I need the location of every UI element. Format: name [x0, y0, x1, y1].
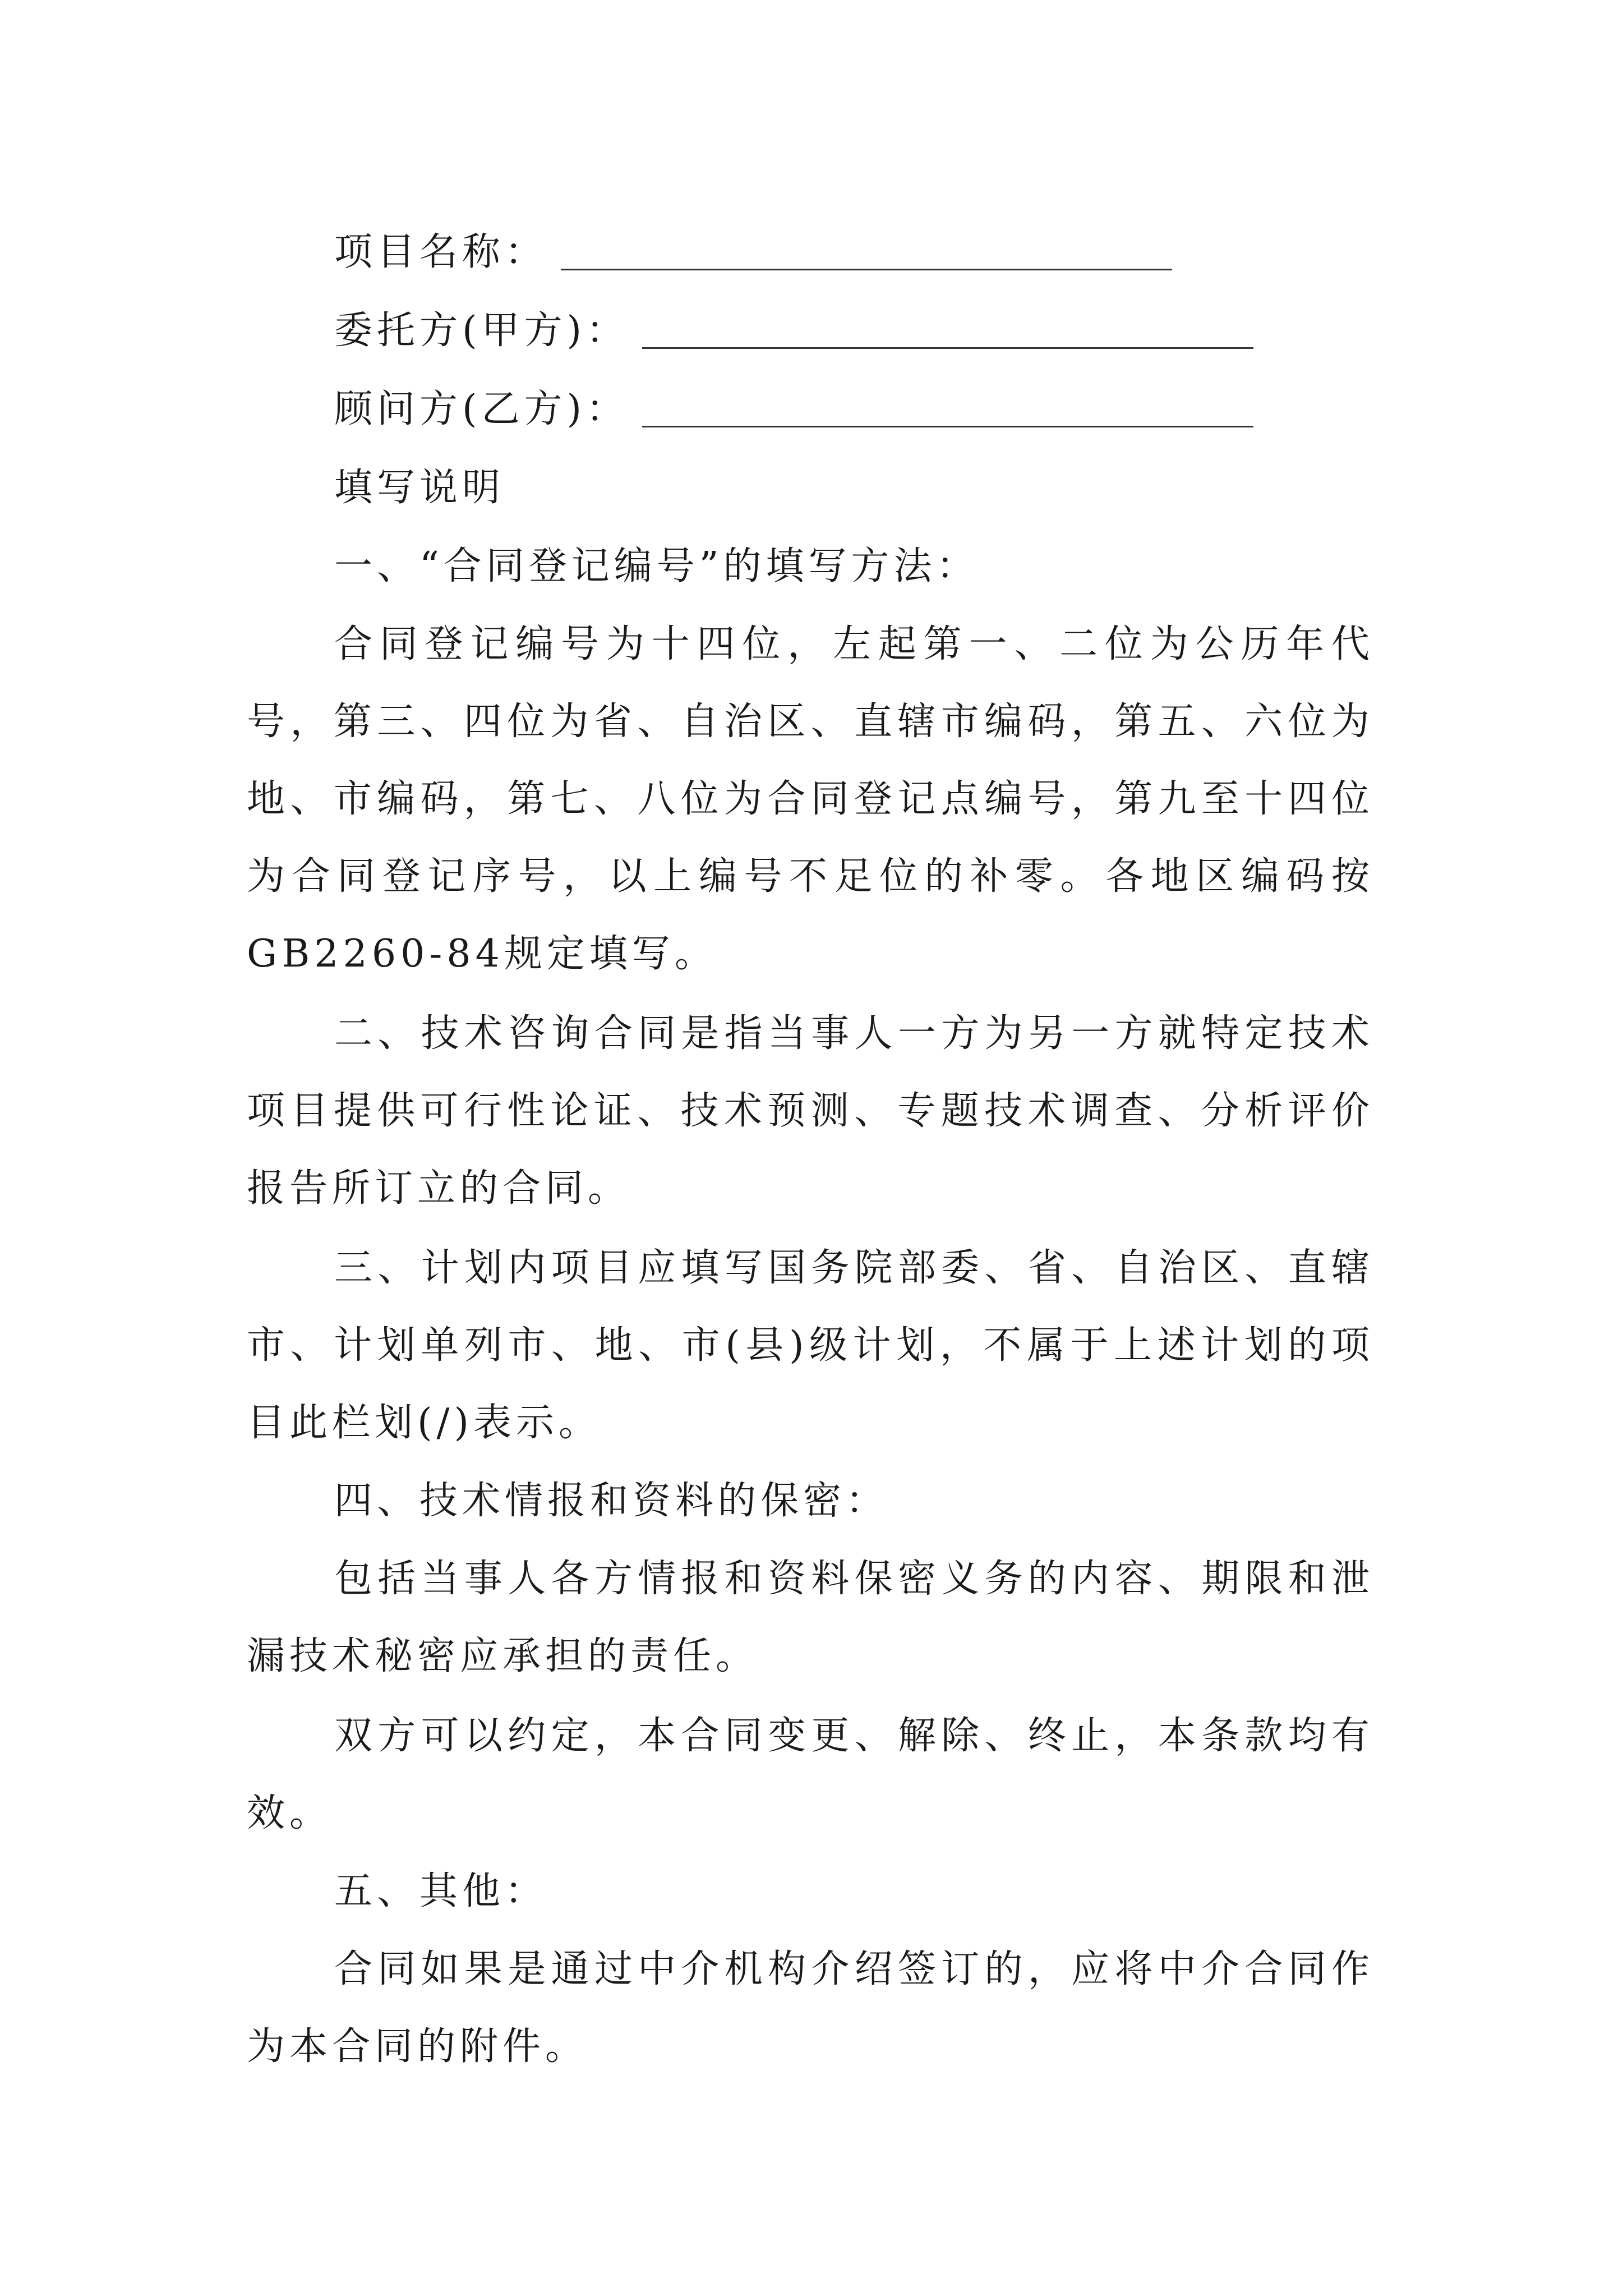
document-content: [247, 213, 1374, 2086]
consultant-field: [247, 370, 1374, 449]
item3-body: 三、计划内项目应填写国务院部委、省、自治区、直辖市、计划单列市、地、市(县)级计划，不属于上述计划的项目此栏划(/)表示。: [247, 1246, 1374, 1445]
client-blank: [642, 325, 1253, 349]
item1-title: 一、“合同登记编号”的填写方法：: [334, 544, 979, 588]
item2-body: 二、技术咨询合同是指当事人一方为另一方就特定技术项目提供可行性论证、技术预测、专题技术调查、分析评价报告所订立的合同。: [247, 1011, 1374, 1211]
item4-title: 四、技术情报和资料的保密：: [334, 1479, 889, 1523]
client-field: [247, 292, 1374, 370]
item4-body-1: 包括当事人各方情报和资料保密义务的内容、期限和泄漏技术秘密应承担的责任。: [247, 1557, 1374, 1678]
project-name-blank: [561, 246, 1172, 270]
item1-body: 合同登记编号为十四位，左起第一、二位为公历年代号，第三、四位为省、自治区、直辖市编码，第五、六位为地、市编码，第七、八位为合同登记点编号，第九至十四位为合同登记序号，以上编号不足位的补零。各地区编码按GB2260-84规定填写。: [247, 622, 1374, 976]
consultant-blank: [642, 403, 1253, 427]
item4-body-2: 双方可以约定，本合同变更、解除、终止，本条款均有效。: [247, 1714, 1374, 1835]
project-name-field: [247, 213, 1374, 292]
consultant-label: 顾问方(乙方)：: [334, 387, 629, 431]
item5-body: 合同如果是通过中介机构介绍签订的，应将中介合同作为本合同的附件。: [247, 1947, 1374, 2069]
instructions-heading: 填写说明: [334, 466, 505, 510]
project-name-label: 项目名称：: [334, 230, 548, 274]
item5-title: 五、其他：: [334, 1869, 548, 1913]
client-label: 委托方(甲方)：: [334, 309, 629, 353]
